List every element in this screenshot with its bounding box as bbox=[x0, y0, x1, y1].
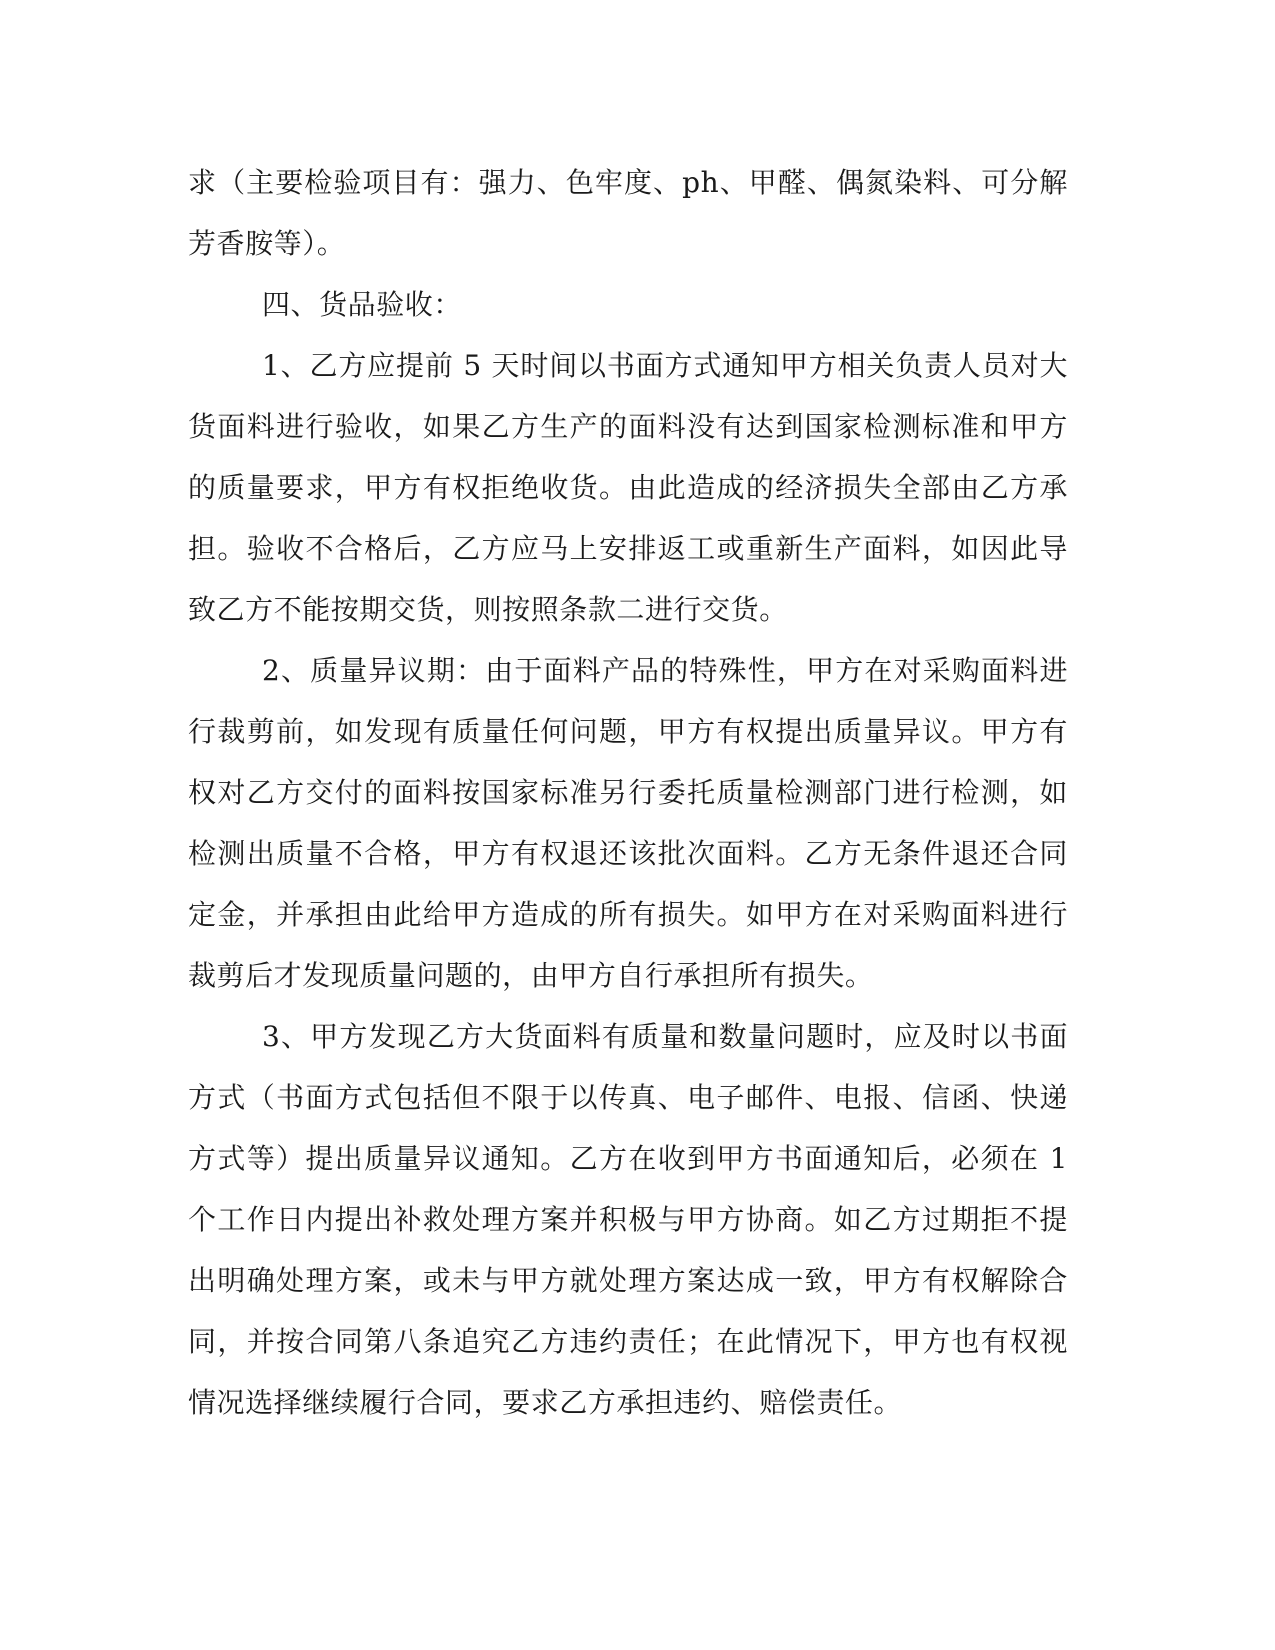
text-line: 行裁剪前，如发现有质量任何问题，甲方有权提出质量异议。甲方有 bbox=[188, 715, 1068, 748]
text-line: 裁剪后才发现质量问题的，由甲方自行承担所有损失。 bbox=[188, 959, 874, 992]
section-heading: 四、货品验收： bbox=[262, 288, 462, 321]
text-line: 求（主要检验项目有：强力、色牢度、ph、甲醛、偶氮染料、可分解 bbox=[188, 166, 1068, 199]
text-line: 芳香胺等）。 bbox=[188, 227, 346, 260]
text-line: 的质量要求，甲方有权拒绝收货。由此造成的经济损失全部由乙方承 bbox=[188, 471, 1068, 504]
text-line: 1、乙方应提前 5 天时间以书面方式通知甲方相关负责人员对大 bbox=[262, 349, 1068, 382]
text-line: 个工作日内提出补救处理方案并积极与甲方协商。如乙方过期拒不提 bbox=[188, 1203, 1068, 1236]
text-line: 担。验收不合格后，乙方应马上安排返工或重新生产面料，如因此导 bbox=[188, 532, 1068, 565]
text-line: 权对乙方交付的面料按国家标准另行委托质量检测部门进行检测，如 bbox=[188, 776, 1068, 809]
document-body bbox=[188, 152, 1068, 1433]
text-line: 3、甲方发现乙方大货面料有质量和数量问题时，应及时以书面 bbox=[262, 1020, 1068, 1053]
text-line: 2、质量异议期：由于面料产品的特殊性，甲方在对采购面料进 bbox=[262, 654, 1068, 687]
text-line: 方式等）提出质量异议通知。乙方在收到甲方书面通知后，必须在 1 bbox=[188, 1142, 1068, 1175]
text-line: 定金，并承担由此给甲方造成的所有损失。如甲方在对采购面料进行 bbox=[188, 898, 1068, 931]
text-line: 同，并按合同第八条追究乙方违约责任；在此情况下，甲方也有权视 bbox=[188, 1325, 1068, 1358]
text-line: 货面料进行验收，如果乙方生产的面料没有达到国家检测标准和甲方 bbox=[188, 410, 1068, 443]
text-line: 情况选择继续履行合同，要求乙方承担违约、赔偿责任。 bbox=[188, 1386, 903, 1419]
text-line: 方式（书面方式包括但不限于以传真、电子邮件、电报、信函、快递 bbox=[188, 1081, 1068, 1114]
text-line: 检测出质量不合格，甲方有权退还该批次面料。乙方无条件退还合同 bbox=[188, 837, 1068, 870]
text-line: 致乙方不能按期交货，则按照条款二进行交货。 bbox=[188, 593, 788, 626]
text-line: 出明确处理方案，或未与甲方就处理方案达成一致，甲方有权解除合 bbox=[188, 1264, 1068, 1297]
